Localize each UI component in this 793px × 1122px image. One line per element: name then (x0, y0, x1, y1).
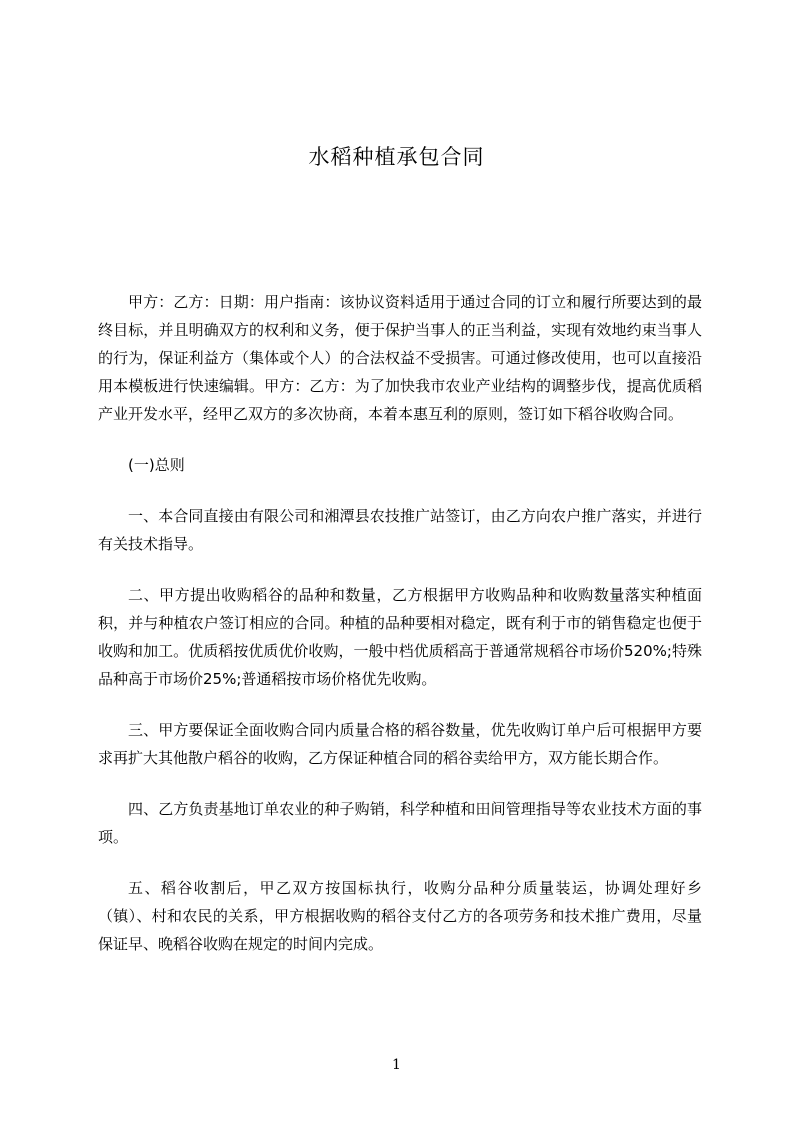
page-number: 1 (392, 1057, 401, 1073)
section-heading-general: (一)总则 (128, 456, 185, 474)
clause-5-paragraph: 五、稻谷收割后，甲乙双方按国标执行，收购分品种分质量装运，协调处理好乡（镇）、村和农民的关系，甲方根据收购的稻谷支付乙方的各项劳务和技术推广费用，尽量保证早、晚稻谷收购在规定的时间内完成。 (98, 879, 702, 953)
clause-3-paragraph: 三、甲方要保证全面收购合同内质量合格的稻谷数量，优先收购订单户后可根据甲方要求再扩大其他散户稻谷的收购，乙方保证种植合同的稻谷卖给甲方，双方能长期合作。 (98, 721, 702, 767)
clause-4-paragraph: 四、乙方负责基地订单农业的种子购销，科学种植和田间管理指导等农业技术方面的事项。 (98, 800, 702, 846)
document-title: 水稻种植承包合同 (308, 145, 485, 169)
document-body (98, 288, 702, 981)
clause-2-paragraph: 二、甲方提出收购稻谷的品种和数量，乙方根据甲方收购品种和收购数量落实种植面积，并与种植农户签订相应的合同。种植的品种要相对稳定，既有利于市的销售稳定也便于收购和加工。优质稻按优质优价收购，一般中档优质稻高于普通常规稻谷市场价520%;特殊品种高于市场价25%;普通稻按市场价格优先收购。 (98, 586, 702, 688)
clause-1-paragraph: 一、本合同直接由有限公司和湘潭县农技推广站签订，由乙方向农户推广落实，并进行有关技术指导。 (98, 507, 702, 553)
intro-paragraph: 甲方：乙方：日期：用户指南：该协议资料适用于通过合同的订立和履行所要达到的最终目标，并且明确双方的权利和义务，便于保护当事人的正当利益，实现有效地约束当事人的行为，保证利益方（集体或个人）的合法权益不受损害。可通过修改使用，也可以直接沿用本模板进行快速编辑。甲方：乙方：为了加快我市农业产业结构的调整步伐，提高优质稻产业开发水平，经甲乙双方的多次协商，本着本惠互利的原则，签订如下稻谷收购合同。 (98, 293, 702, 423)
